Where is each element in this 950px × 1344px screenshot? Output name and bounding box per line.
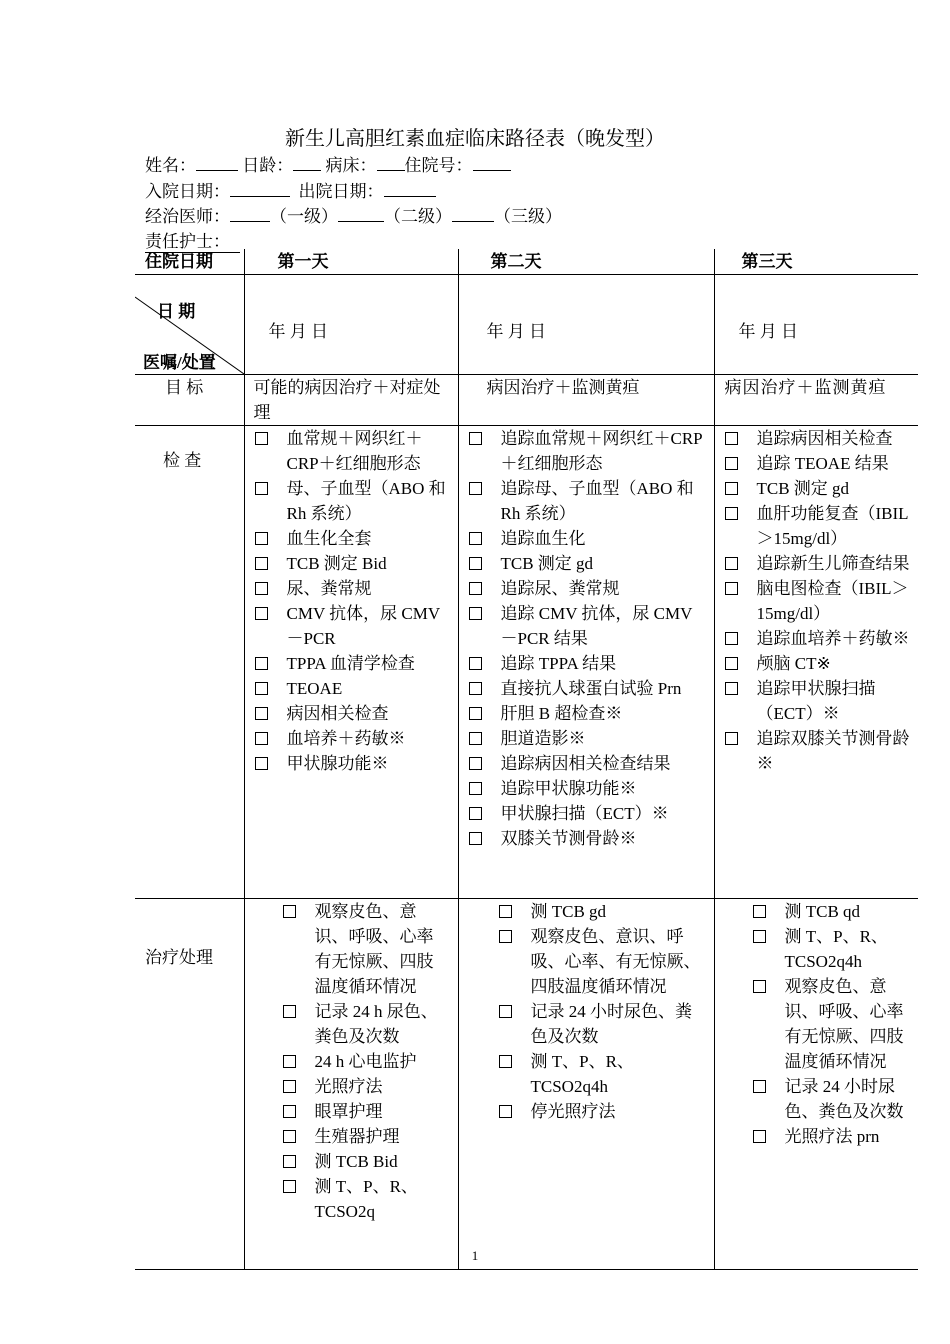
day2-date-text: 年 月 日 <box>486 322 546 341</box>
exam-checkbox-item[interactable]: 追踪甲状腺功能※ <box>469 776 708 801</box>
treatment-checkbox-item[interactable]: 测 T、P、R、TCSO2q4h <box>499 1049 706 1099</box>
day3-exams <box>714 426 918 899</box>
exam-checkbox-item[interactable]: 追踪 CMV 抗体，尿 CMV－PCR 结果 <box>469 601 708 651</box>
exam-checkbox-item[interactable]: 追踪母、子血型（ABO 和 Rh 系统） <box>469 476 708 526</box>
clinical-pathway-table <box>135 249 918 1270</box>
goal-label: 目 标 <box>135 375 244 426</box>
exam-checkbox-item[interactable]: 追踪 TEOAE 结果 <box>725 451 913 476</box>
day1-header: 第一天 <box>244 249 458 275</box>
nurse-label: 责任护士： <box>145 232 230 251</box>
exam-checkbox-item[interactable]: 血生化全套 <box>255 526 452 551</box>
exam-checkbox-item[interactable]: 血培养＋药敏※ <box>255 726 452 751</box>
treatment-checkbox-item[interactable]: 观察皮色、意识、呼吸、心率、有无惊厥、四肢温度循环情况 <box>499 924 706 999</box>
corner-label: 住院日期 <box>135 249 244 275</box>
exam-checkbox-item[interactable]: 追踪血常规＋网织红＋CRP＋红细胞形态 <box>469 426 708 476</box>
exam-checkbox-item[interactable]: 血肝功能复查（IBIL＞15mg/dl） <box>725 501 913 551</box>
exam-checkbox-item[interactable]: 追踪双膝关节测骨龄※ <box>725 726 913 776</box>
exam-checkbox-item[interactable]: 直接抗人球蛋白试验 Prn <box>469 676 708 701</box>
day1-date[interactable] <box>244 275 458 375</box>
doctor-level1-label: （一级） <box>270 207 338 226</box>
header-row <box>135 249 918 275</box>
exam-checkbox-item[interactable]: 血常规＋网织红＋CRP＋红细胞形态 <box>255 426 452 476</box>
exam-checkbox-item[interactable]: TCB 测定 Bid <box>255 551 452 576</box>
treatment-checkbox-item[interactable]: 记录 24 小时尿色、粪色及次数 <box>753 1074 913 1124</box>
treatment-checkbox-item[interactable]: 测 TCB gd <box>499 899 706 924</box>
exam-checkbox-item[interactable]: 追踪尿、粪常规 <box>469 576 708 601</box>
exam-checkbox-item[interactable]: 肝胆 B 超检查※ <box>469 701 708 726</box>
day3-header: 第三天 <box>714 249 918 275</box>
exam-checkbox-item[interactable]: 颅脑 CT※ <box>725 651 913 676</box>
patient-info-line <box>145 151 511 176</box>
exam-checkbox-item[interactable]: 脑电图检查（IBIL＞15mg/dl） <box>725 576 913 626</box>
treatment-checkbox-item[interactable]: 停光照疗法 <box>499 1099 706 1124</box>
day3-date-text: 年 月 日 <box>738 322 798 341</box>
exam-checkbox-item[interactable]: 追踪 TPPA 结果 <box>469 651 708 676</box>
exam-checkbox-item[interactable]: 胆道造影※ <box>469 726 708 751</box>
day1-goal: 可能的病因治疗＋对症处理 <box>244 375 458 426</box>
discharge-date-label: 出院日期： <box>298 182 384 201</box>
page-number: 1 <box>471 1248 479 1263</box>
exam-row <box>135 426 918 899</box>
treatment-checkbox-item[interactable]: 眼罩护理 <box>283 1099 450 1124</box>
treatment-checkbox-item[interactable]: 观察皮色、意识、呼吸、心率有无惊厥、四肢温度循环情况 <box>283 899 450 999</box>
exam-checkbox-item[interactable]: 追踪新生儿筛查结果 <box>725 551 913 576</box>
orders-label: 医嘱/处置 <box>143 353 216 372</box>
exam-label: 检 查 <box>135 426 244 899</box>
bed-field[interactable] <box>377 154 405 171</box>
admission-no-field[interactable] <box>473 154 511 171</box>
diagonal-header-cell <box>135 275 244 372</box>
treatment-checkbox-item[interactable]: 记录 24 小时尿色、粪色及次数 <box>499 999 706 1049</box>
exam-checkbox-item[interactable]: 尿、粪常规 <box>255 576 452 601</box>
day1-date-text: 年 月 日 <box>268 322 328 341</box>
exam-checkbox-item[interactable]: CMV 抗体，尿 CMV－PCR <box>255 601 452 651</box>
name-field[interactable] <box>196 154 238 171</box>
doctor-level1-field[interactable] <box>230 205 270 222</box>
treatment-checkbox-item[interactable]: 测 TCB qd <box>753 899 913 924</box>
exam-checkbox-item[interactable]: 甲状腺扫描（ECT）※ <box>469 801 708 826</box>
doctor-level3-field[interactable] <box>452 205 494 222</box>
age-field[interactable] <box>293 154 321 171</box>
discharge-date-field[interactable] <box>384 180 436 197</box>
doctor-line <box>145 202 562 227</box>
admit-date-label: 入院日期： <box>145 182 230 201</box>
exam-checkbox-item[interactable]: 追踪甲状腺扫描（ECT）※ <box>725 676 913 726</box>
treatment-row <box>135 899 918 1270</box>
exam-checkbox-item[interactable]: TEOAE <box>255 676 452 701</box>
day3-goal: 病因治疗＋监测黄疸 <box>714 375 918 426</box>
treatment-checkbox-item[interactable]: 测 TCB Bid <box>283 1149 450 1174</box>
day2-date[interactable] <box>458 275 714 375</box>
day2-goal: 病因治疗＋监测黄疸 <box>458 375 714 426</box>
treatment-checkbox-item[interactable]: 光照疗法 prn <box>753 1124 913 1149</box>
bed-label: 病床： <box>325 156 377 175</box>
treatment-checkbox-item[interactable]: 记录 24 h 尿色、粪色及次数 <box>283 999 450 1049</box>
exam-checkbox-item[interactable]: 甲状腺功能※ <box>255 751 452 776</box>
day2-treatments <box>458 899 714 1270</box>
doctor-level2-field[interactable] <box>338 205 384 222</box>
day3-date[interactable] <box>714 275 918 375</box>
date-row <box>135 275 918 375</box>
page-title: 新生儿高胆红素血症临床路径表（晚发型） <box>285 128 665 150</box>
date-row-label: 日 期 <box>157 302 196 321</box>
treatment-checkbox-item[interactable]: 测 T、P、R、TCSO2q4h <box>753 924 913 974</box>
treatment-checkbox-item[interactable]: 光照疗法 <box>283 1074 450 1099</box>
exam-checkbox-item[interactable]: 追踪病因相关检查结果 <box>469 751 708 776</box>
doctor-level3-label: （三级） <box>494 207 562 226</box>
exam-checkbox-item[interactable]: 追踪病因相关检查 <box>725 426 913 451</box>
treatment-checkbox-item[interactable]: 生殖器护理 <box>283 1124 450 1149</box>
day2-exams <box>458 426 714 899</box>
treatment-checkbox-item[interactable]: 24 h 心电监护 <box>283 1049 450 1074</box>
exam-checkbox-item[interactable]: 双膝关节测骨龄※ <box>469 826 708 851</box>
exam-checkbox-item[interactable]: 追踪血生化 <box>469 526 708 551</box>
day2-header: 第二天 <box>458 249 714 275</box>
goal-row <box>135 375 918 426</box>
treatment-label: 治疗处理 <box>135 899 244 1270</box>
exam-checkbox-item[interactable]: TCB 测定 gd <box>725 476 913 501</box>
exam-checkbox-item[interactable]: 病因相关检查 <box>255 701 452 726</box>
treatment-checkbox-item[interactable]: 观察皮色、意识、呼吸、心率有无惊厥、四肢温度循环情况 <box>753 974 913 1074</box>
day1-exams <box>244 426 458 899</box>
name-label: 姓名： <box>145 156 196 175</box>
admission-no-label: 住院号： <box>404 156 473 175</box>
doctor-label: 经治医师： <box>145 207 230 226</box>
exam-checkbox-item[interactable]: TPPA 血清学检查 <box>255 651 452 676</box>
doctor-level2-label: （二级） <box>384 207 452 226</box>
exam-checkbox-item[interactable]: TCB 测定 gd <box>469 551 708 576</box>
exam-checkbox-item[interactable]: 母、子血型（ABO 和 Rh 系统） <box>255 476 452 526</box>
day3-treatments <box>714 899 918 1270</box>
exam-checkbox-item[interactable]: 追踪血培养＋药敏※ <box>725 626 913 651</box>
age-label: 日龄： <box>242 156 294 175</box>
admit-date-field[interactable] <box>230 180 290 197</box>
day1-treatments <box>244 899 458 1270</box>
treatment-checkbox-item[interactable]: 测 T、P、R、TCSO2q <box>283 1174 450 1224</box>
dates-line <box>145 177 436 202</box>
